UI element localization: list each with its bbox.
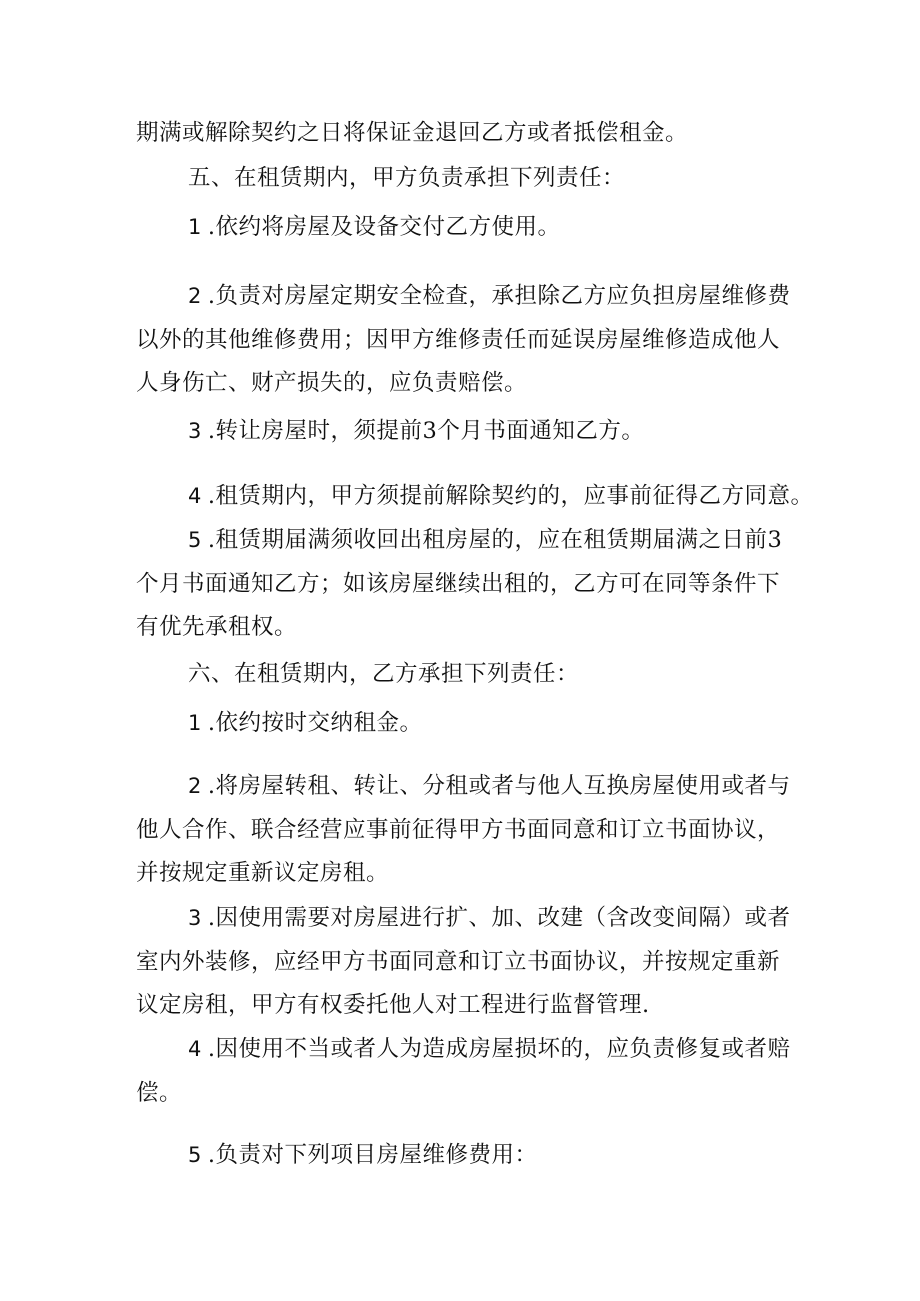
text-line: 个月书面通知乙方；如该房屋继续出租的，乙方可在同等条件下 bbox=[136, 571, 781, 597]
text-line: 他人合作、联合经营应事前征得甲方书面同意和订立书面协议， bbox=[136, 817, 781, 843]
list-item: 4 .租赁期内，甲方须提前解除契约的，应事前征得乙方同意。 bbox=[188, 483, 814, 509]
item-number: 4 bbox=[188, 484, 202, 508]
list-item: 4 .因使用不当或者人为造成房屋损坏的，应负责修复或者赔 bbox=[188, 1036, 791, 1062]
list-item: 2 .将房屋转租、转让、分租或者与他人互换房屋使用或者与 bbox=[188, 773, 791, 799]
list-item: 1 .依约将房屋及设备交付乙方使用。 bbox=[188, 214, 561, 240]
text-line: 并按规定重新议定房租。 bbox=[136, 860, 390, 886]
text-line: 人身伤亡、财产损失的，应负责赔偿。 bbox=[136, 370, 528, 396]
item-number: 5 bbox=[188, 1143, 202, 1167]
list-item: 1 .依约按时交纳租金。 bbox=[188, 710, 423, 736]
item-number: 3 bbox=[188, 906, 202, 930]
text-line: 以外的其他维修费用；因甲方维修责任而延误房屋维修造成他人 bbox=[136, 327, 781, 353]
item-number: 5 bbox=[188, 528, 202, 552]
text-line: 室内外装修，应经甲方书面同意和订立书面协议，并按规定重新 bbox=[136, 949, 781, 975]
item-number: 2 bbox=[188, 284, 202, 308]
text-line: 有优先承租权。 bbox=[136, 614, 298, 640]
list-item: 5 .负责对下列项目房屋维修费用： bbox=[188, 1142, 538, 1168]
item-number: 1 bbox=[188, 711, 202, 735]
text-line: 议定房租，甲方有权委托他人对工程进行监督管理. bbox=[136, 992, 650, 1018]
item-number: 3 bbox=[188, 419, 202, 443]
list-item: 3 .因使用需要对房屋进行扩、加、改建（含改变间隔）或者 bbox=[188, 905, 791, 931]
list-item: 5 .租赁期届满须收回出租房屋的，应在租赁期届满之日前3 bbox=[188, 527, 783, 553]
section-heading-six: 六、在租赁期内，乙方承担下列责任： bbox=[188, 661, 580, 687]
text-line: 偿。 bbox=[136, 1080, 183, 1106]
item-number: 2 bbox=[188, 774, 202, 798]
text-line: 期满或解除契约之日将保证金退回乙方或者抵偿租金。 bbox=[136, 120, 689, 146]
list-item: 3 .转让房屋时，须提前3个月书面通知乙方。 bbox=[188, 418, 645, 444]
item-number: 4 bbox=[188, 1037, 202, 1061]
section-heading-five: 五、在租赁期内，甲方负责承担下列责任： bbox=[188, 165, 626, 191]
list-item: 2 .负责对房屋定期安全检查，承担除乙方应负担房屋维修费 bbox=[188, 283, 791, 309]
item-number: 1 bbox=[188, 215, 202, 239]
